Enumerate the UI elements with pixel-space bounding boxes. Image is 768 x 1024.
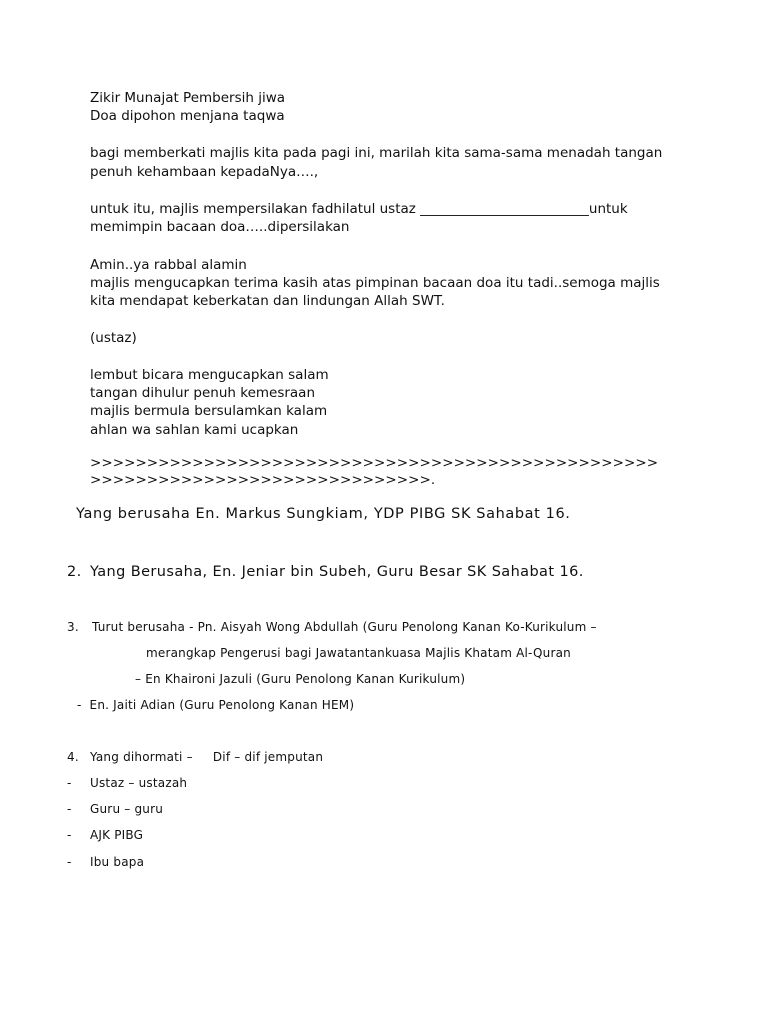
item-4-number: 4.: [67, 750, 79, 764]
verse-line-1: Zikir Munajat Pembersih jiwa: [90, 90, 286, 106]
poem-line-1: lembut bicara mengucapkan salam: [90, 367, 329, 383]
item-2-text: Yang Berusaha, En. Jeniar bin Subeh, Guru Besar SK Sahabat 16.: [90, 564, 584, 580]
item-4-text: Yang dihormati – Dif – dif jemputan: [90, 750, 324, 764]
para3-line-3: kita mendapat keberkatan dan lindungan Allah SWT.: [90, 293, 445, 309]
para3-line-1: Amin..ya rabbal alamin: [90, 257, 247, 273]
list-dash: -: [67, 855, 72, 869]
poem-line-2: tangan dihulur penuh kemesraan: [90, 385, 316, 401]
para1-line-1: bagi memberkati majlis kita pada pagi ini, marilah kita sama-sama menadah tangan: [90, 145, 663, 161]
list-item-guru: Guru – guru: [90, 802, 164, 816]
verse-line-2: Doa dipohon menjana taqwa: [90, 108, 285, 124]
item-1-text: Yang berusaha En. Markus Sungkiam, YDP PIBG SK Sahabat 16.: [76, 506, 571, 522]
poem-line-3: majlis bermula bersulamkan kalam: [90, 403, 328, 419]
para1-line-2: penuh kehambaan kepadaNya….,: [90, 164, 319, 180]
para2-line-1: untuk itu, majlis mempersilakan fadhilatul ustaz _________________________untuk: [90, 201, 628, 217]
list-dash: -: [67, 776, 72, 790]
list-item-ustaz: Ustaz – ustazah: [90, 776, 188, 790]
para3-line-2: majlis mengucapkan terima kasih atas pimpinan bacaan doa itu tadi..semoga majlis: [90, 275, 660, 291]
list-item-ibu-bapa: Ibu bapa: [90, 855, 145, 869]
arrow-separator-line-2: >>>>>>>>>>>>>>>>>>>>>>>>>>>>>>.: [90, 472, 436, 488]
item-2-number: 2.: [67, 564, 82, 580]
poem-line-4: ahlan wa sahlan kami ucapkan: [90, 422, 299, 438]
item-3-number: 3.: [67, 620, 79, 634]
item-3-line-1: Turut berusaha - Pn. Aisyah Wong Abdullah (Guru Penolong Kanan Ko-Kurikulum –: [92, 620, 597, 634]
para2-line-2: memimpin bacaan doa…..dipersilakan: [90, 219, 350, 235]
item-3-line-2: merangkap Pengerusi bagi Jawatantankuasa Majlis Khatam Al-Quran: [146, 646, 571, 660]
item-3-line-4: - En. Jaiti Adian (Guru Penolong Kanan HEM): [77, 698, 355, 712]
list-item-ajk: AJK PIBG: [90, 828, 144, 842]
list-dash: -: [67, 802, 72, 816]
item-3-line-3: – En Khaironi Jazuli (Guru Penolong Kanan Kurikulum): [135, 672, 466, 686]
ustaz-note: (ustaz): [90, 330, 137, 346]
list-dash: -: [67, 828, 72, 842]
arrow-separator-line-1: >>>>>>>>>>>>>>>>>>>>>>>>>>>>>>>>>>>>>>>>>>>>>>>>>>: [90, 455, 659, 471]
